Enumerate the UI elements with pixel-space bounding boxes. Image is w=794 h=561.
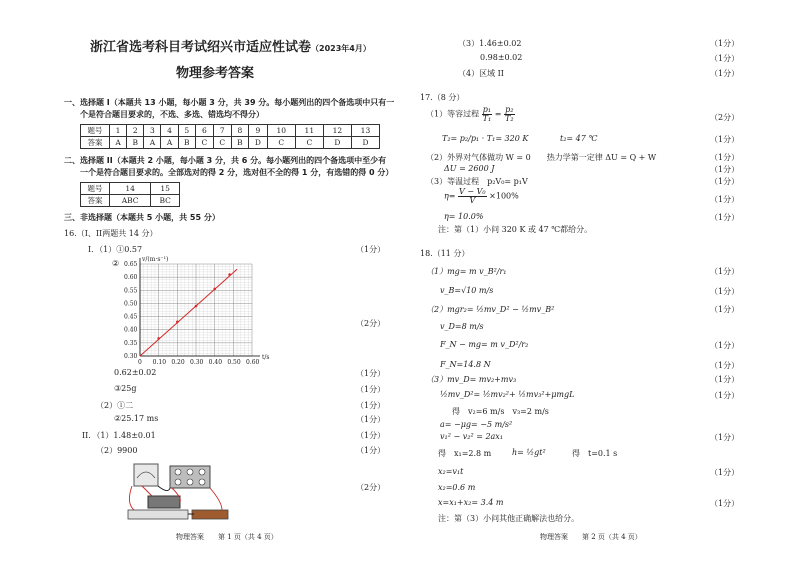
table-cell: BC (151, 195, 180, 207)
table-cell: 7 (213, 125, 231, 137)
x-tick-label: 0.40 (208, 359, 223, 366)
points-label: （1分） (710, 375, 740, 384)
page-footer-right: 物理答案 第 2 页（共 4 页） (540, 533, 642, 541)
section3-heading: 三、非选择题（本题共 5 小题，共 55 分） (64, 213, 220, 222)
points-label: （1分） (710, 195, 740, 204)
fraction: $\frac{\text{p₁}}{\text{T₁}}$ (482, 105, 492, 123)
points-label: （1分） (710, 177, 740, 186)
points-label: （1分） (710, 39, 740, 48)
switch-icon (192, 510, 228, 519)
q16-i2a: （2）①二 (96, 401, 134, 410)
points-label: （1分） (356, 385, 386, 394)
table-cell: D (249, 137, 268, 149)
fraction: $\frac{\text{V − V₀}}{V}$ (459, 187, 486, 205)
table-cell: C (195, 137, 213, 149)
ammeter-icon (134, 464, 158, 486)
points-label: （2分） (356, 483, 386, 492)
table-cell: 5 (178, 125, 195, 137)
q18-part2c: F_N − mg= m v_D²/r₂ (440, 340, 529, 349)
q18-part3h: 得 t=0.1 s (572, 449, 618, 458)
q18-heading: 18.（11 分） (420, 249, 470, 258)
table-row (81, 137, 380, 149)
q17-part1b: T₂= p₂/p₁ · T₁= 320 K (442, 134, 529, 143)
points-label: （1分） (710, 153, 740, 162)
q16-i1: I．（1）①0.57 (88, 245, 143, 254)
table-cell: 15 (151, 183, 180, 195)
points-label: （1分） (710, 305, 740, 314)
points-label: （1分） (356, 401, 386, 410)
points-label: （1分） (710, 69, 740, 78)
points-label: （1分） (710, 361, 740, 370)
table-cell: 6 (195, 125, 213, 137)
points-label: （2分） (356, 319, 386, 328)
table-cell: 2 (127, 125, 144, 137)
q18-part2: （2）mgr₂= ½mv_D² − ½mv_B² (426, 305, 555, 314)
data-point (213, 288, 216, 291)
points-label: （1分） (710, 213, 740, 222)
exam-date: （2023年4月） (311, 44, 371, 53)
table-label: 答案 (81, 195, 110, 207)
q18-part3b: ½mv_D²= ½mv₂²+ ½mv₃²+μmgL (440, 390, 575, 399)
x-tick-label: 0.10 (152, 359, 167, 366)
q16-graph-marker: ② (112, 259, 120, 268)
q18-note: 注：第（3）小问其他正确解法也给分。 (438, 514, 580, 523)
table-row (81, 183, 180, 195)
table-cell: C (213, 137, 231, 149)
q17-part1c: t₂= 47 ℃ (560, 134, 598, 143)
table-cell: 13 (351, 125, 379, 137)
table-cell: A (110, 137, 127, 149)
velocity-time-chart (110, 252, 270, 372)
q17-part1: （1）等容过程 $\frac{\text{p₁}}{\text{T₁}}$ = $\frac{\text{p₂}}{\text{T₂}}$ (426, 105, 514, 123)
q16-i1c: ③25g (114, 384, 137, 393)
q17-note: 注：第（1）小问 320 K 或 47 ℃都给分。 (438, 225, 593, 234)
y-tick-label: 0.30 (124, 353, 138, 360)
q18-part3k: x=x₁+x₂= 3.4 m (438, 498, 504, 507)
y-tick-label: 0.65 (124, 261, 138, 268)
points-label: （1分） (356, 245, 386, 254)
data-point (228, 273, 231, 276)
x-tick-label: 0.20 (171, 359, 185, 366)
battery-icon (128, 510, 188, 519)
table-cell: 10 (267, 125, 295, 137)
table-label: 题号 (81, 125, 110, 137)
table-cell: B (231, 137, 248, 149)
circuit-diagram (122, 458, 242, 528)
points-label: （1分） (710, 341, 740, 350)
points-label: （1分） (356, 431, 386, 440)
y-tick-label: 0.40 (124, 326, 138, 334)
points-label: （1分） (710, 433, 740, 442)
q16-i2b: ②25.17 ms (114, 414, 159, 423)
q16-r3b: 0.98±0.02 (480, 53, 523, 62)
table-cell: 12 (323, 125, 351, 137)
section1-answer-table (80, 124, 380, 149)
q16-i1b: 0.62±0.02 (114, 368, 157, 377)
y-tick-label: 0.45 (124, 313, 138, 321)
q18-part1: （1）mg= m v_B²/r₁ (426, 267, 507, 276)
y-tick-label: 0.35 (124, 339, 138, 347)
points-label: （1分） (356, 369, 386, 378)
table-cell: 9 (249, 125, 268, 137)
table-row (81, 125, 380, 137)
q18-part3d: a= −μg= −5 m/s² (440, 420, 513, 429)
exam-title: 浙江省选考科目考试绍兴市适应性试卷 (90, 40, 312, 55)
table-cell: A (161, 137, 178, 149)
q17-part2: （2）外界对气体做功 W = 0 热力学第一定律 ΔU = Q + W (426, 153, 657, 162)
data-point (176, 321, 179, 324)
points-label: （1分） (710, 135, 740, 144)
q18-part1b: v_B=√10 m/s (440, 286, 494, 295)
section2-heading-line2: 一个是符合题目要求的。全部选对的得 2 分，选对但不全的得 1 分，有选错的得 0 分） (80, 168, 394, 177)
table-cell: 3 (144, 125, 161, 137)
data-point (157, 337, 160, 340)
y-axis-label: v/(m·s⁻¹) (142, 256, 169, 263)
data-point (195, 305, 198, 308)
table-cell: B (127, 137, 144, 149)
y-tick-label: 0.55 (124, 287, 138, 295)
q17-part3b: η= $\frac{\text{V − V₀}}{V}$ ×100% (444, 187, 519, 205)
rheostat-icon (148, 496, 180, 508)
q18-part3j: x₂=0.6 m (438, 483, 476, 492)
points-label: （1分） (356, 415, 386, 424)
section1-heading-line1: 一、选择题 I（本题共 13 小题，每小题 3 分，共 39 分。每小题列出的四个备选项中只有一 (64, 98, 395, 107)
q17-part3: （3）等温过程 p₂V₀= p₁V (426, 177, 528, 186)
table-label: 题号 (81, 183, 110, 195)
q18-part3e: v₁² − v₂² = 2ax₁ (440, 432, 504, 441)
q17-part2b: ΔU = 2600 J (444, 164, 495, 173)
section2-heading-line1: 二、选择题 II（本题共 2 小题，每小题 3 分，共 6 分。每小题列出的四个备选项中至少有 (64, 156, 387, 165)
table-cell: B (178, 137, 195, 149)
q16-heading: 16.（I、II两题共 14 分） (64, 229, 158, 238)
q16-r3: （3）1.46±0.02 (458, 39, 522, 48)
table-cell: C (267, 137, 295, 149)
points-label: （1分） (710, 499, 740, 508)
fraction: $\frac{\text{p₂}}{\text{T₂}}$ (504, 105, 514, 123)
table-cell: 4 (161, 125, 178, 137)
x-tick-label: 0.60 (246, 359, 260, 366)
table-label: 答案 (81, 137, 110, 149)
q16-ii1: II．（1）1.48±0.01 (82, 431, 156, 440)
page-footer-left: 物理答案 第 1 页（共 4 页） (176, 533, 278, 541)
table-cell: 8 (231, 125, 248, 137)
x-tick-label: 0.30 (190, 359, 204, 366)
points-label: （1分） (710, 54, 740, 63)
q18-part3f: 得 x₁=2.8 m (438, 449, 492, 458)
table-row (81, 195, 180, 207)
q18-part2b: v_D=8 m/s (440, 322, 484, 331)
points-label: （2分） (710, 113, 740, 122)
x-axis-label: t/s (262, 354, 270, 361)
table-cell: D (351, 137, 379, 149)
q18-part3c: 得 v₂=6 m/s v₃=2 m/s (452, 407, 549, 416)
q18-part2d: F_N=14.8 N (440, 360, 491, 369)
q17-heading: 17.（8 分） (420, 93, 465, 102)
points-label: （1分） (356, 446, 386, 455)
x-tick-label: 0.50 (227, 359, 241, 366)
section1-heading-line2: 个是符合题目要求的，不选、多选、错选均不得分） (80, 110, 264, 119)
table-cell: 1 (110, 125, 127, 137)
table-cell: 14 (110, 183, 151, 195)
q16-ii2: （2）9900 (96, 446, 138, 455)
section2-answer-table (80, 182, 180, 207)
q18-part3g: h= ½gt² (512, 448, 546, 457)
y-tick-label: 0.50 (124, 300, 138, 308)
q18-part3: （3）mv_D= mv₂+mv₃ (426, 375, 517, 384)
points-label: （1分） (710, 468, 740, 477)
answer-key-subtitle: 物理参考答案 (176, 66, 255, 81)
points-label: （1分） (710, 287, 740, 296)
table-cell: A (144, 137, 161, 149)
x-tick-label: 0 (138, 359, 142, 366)
table-cell: D (323, 137, 351, 149)
q18-part3i: x₂=v₁t (438, 467, 464, 476)
table-cell: 11 (295, 125, 323, 137)
q16-r4: （4）区域 II (458, 69, 504, 78)
y-tick-label: 0.60 (124, 274, 138, 282)
table-cell: C (295, 137, 323, 149)
points-label: （1分） (710, 391, 740, 400)
points-label: （1分） (710, 267, 740, 276)
q17-part3c: η= 10.0% (444, 212, 484, 221)
table-cell: ABC (110, 195, 151, 207)
points-label: （1分） (710, 165, 740, 174)
